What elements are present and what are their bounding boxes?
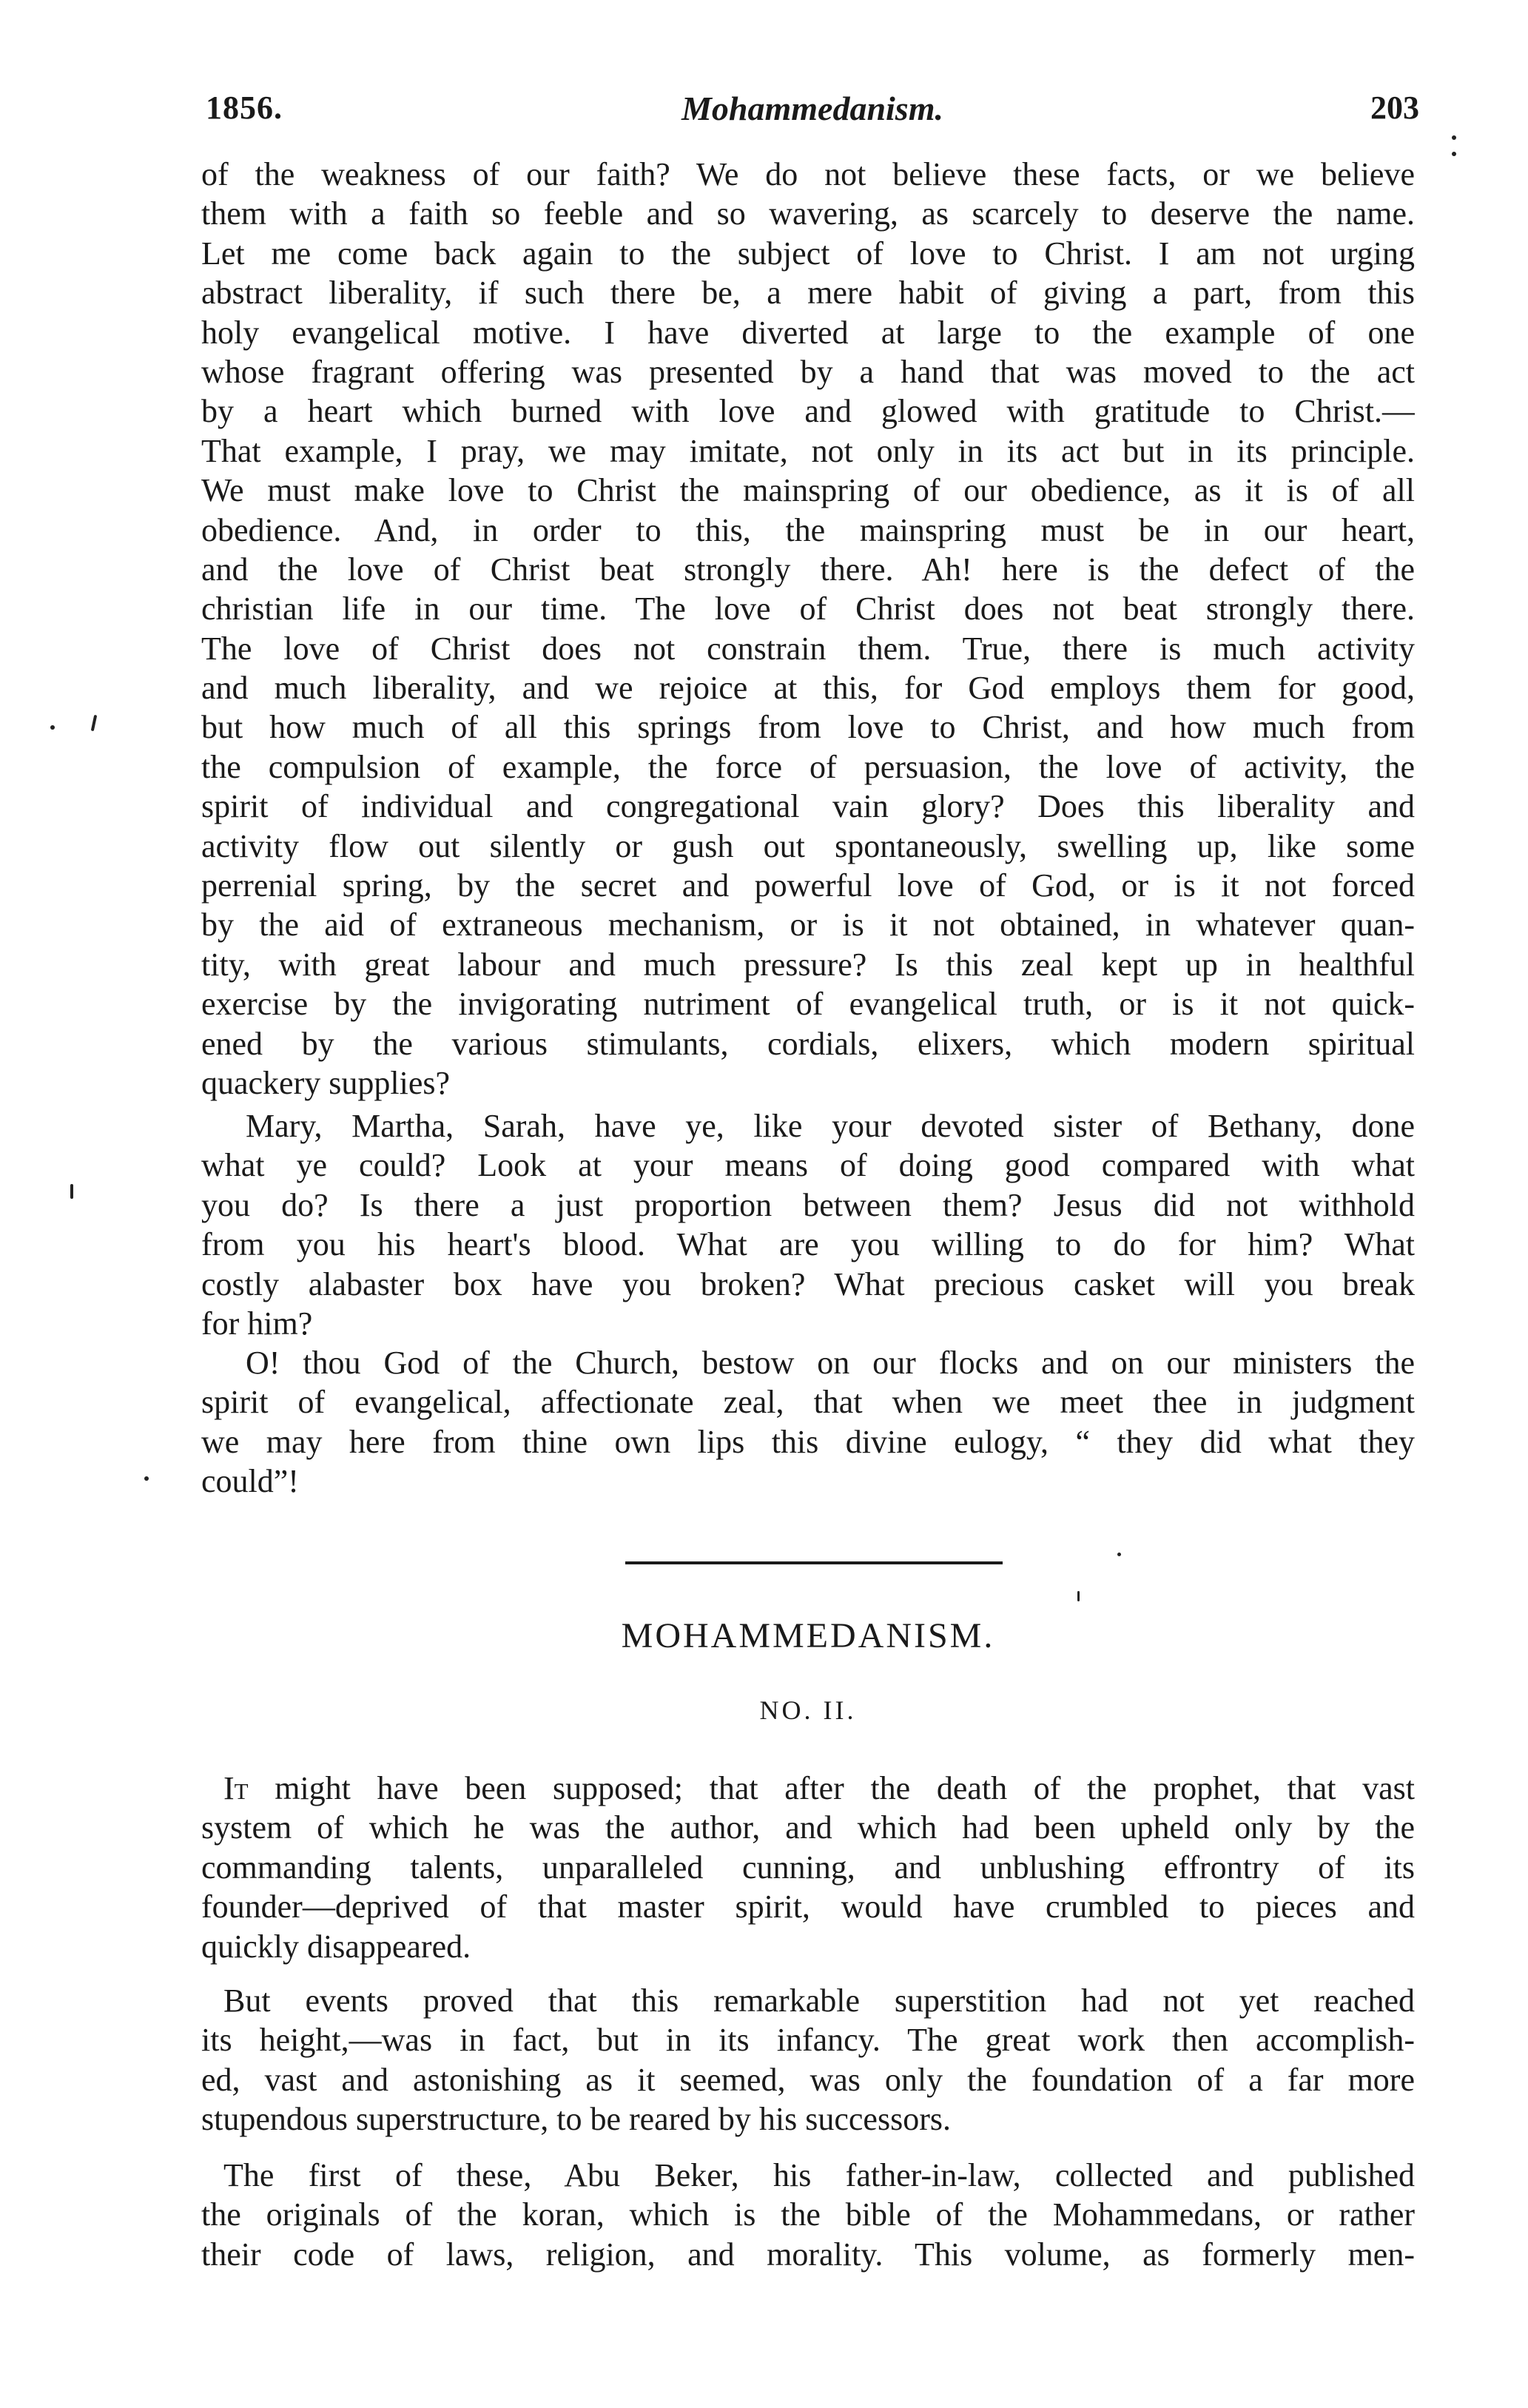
drop-lead-word: It [223, 1770, 249, 1806]
running-header [206, 89, 1419, 133]
text-line: Mary, Martha, Sarah, have ye, like your devoted sister of Bethany, done [246, 1108, 1415, 1144]
text-line: costly alabaster box have you broken? What precious casket will you break [201, 1265, 1415, 1302]
text-line: the originals of the koran, which is the bible of the Mohammedans, or rather [201, 2196, 1415, 2233]
text-line: Let me come back again to the subject of love to Christ. I am not urging [201, 235, 1415, 272]
text-line: obedience. And, in order to this, the mainspring must be in our heart, [201, 511, 1415, 548]
text-line: stupendous superstructure, to be reared by his successors. [201, 2101, 951, 2138]
text-line: from you his heart's blood. What are you willing to do for him? What [201, 1226, 1415, 1263]
text-line: commanding talents, unparalleled cunning, and unblushing effrontry of its [201, 1849, 1415, 1886]
article-paragraph-2 [201, 1981, 1415, 2139]
text-line: its height,—was in fact, but in its infancy. The great work then accomplish- [201, 2022, 1415, 2059]
text-line: We must make love to Christ the mainspring of our obedience, as it is of all [201, 472, 1415, 509]
article-paragraph-1 [201, 1769, 1415, 1966]
text-line: spirit of individual and congregational vain glory? Does this liberality and [201, 788, 1415, 825]
header-running-title: Mohammedanism. [681, 90, 943, 127]
text-line: abstract liberality, if such there be, a mere habit of giving a part, from this [201, 275, 1415, 312]
text-line: we may here from thine own lips this divine eulogy, “ they did what they [201, 1423, 1415, 1460]
text-line: of the weakness of our faith? We do not believe these facts, or we believe [201, 156, 1415, 192]
text-line: for him? [201, 1305, 313, 1342]
text-line: the compulsion of example, the force of persuasion, the love of activity, the [201, 748, 1415, 785]
text-line: you do? Is there a just proportion between them? Jesus did not withhold [201, 1186, 1415, 1223]
text-line: them with a faith so feeble and so wavering, as scarcely to deserve the name. [201, 195, 1415, 232]
scan-speck [1117, 1553, 1121, 1556]
text-line: The first of these, Abu Beker, his father-in-law, collected and published [223, 2157, 1415, 2193]
text-line: system of which he was the author, and which had been upheld only by the [201, 1809, 1415, 1846]
text-line: holy evangelical motive. I have diverted at large to the example of one [201, 314, 1415, 351]
text-line: O! thou God of the Church, bestow on our flocks and on our ministers the [246, 1345, 1415, 1381]
article-number: NO. II. [759, 1695, 857, 1725]
text-line: by the aid of extraneous mechanism, or is it not obtained, in whatever quan- [201, 907, 1415, 944]
text-line: tity, with great labour and much pressure? Is this zeal kept up in healthful [201, 946, 1415, 983]
header-year: 1856. [206, 90, 283, 126]
text-line: The love of Christ does not constrain them. True, there is much activity [201, 630, 1415, 667]
text-line: christian life in our time. The love of Christ does not beat strongly there. [201, 591, 1415, 628]
text-line [201, 1769, 1415, 1808]
text-line: ened by the various stimulants, cordials, elixers, which modern spiritual [201, 1025, 1415, 1062]
scan-speck [1452, 152, 1456, 156]
text-line: quackery supplies? [201, 1064, 450, 1101]
text-line: but how much of all this springs from love to Christ, and how much from [201, 709, 1415, 746]
section-divider [625, 1561, 1003, 1564]
text-line: founder—deprived of that master spirit, would have crumbled to pieces and [201, 1889, 1415, 1926]
article-paragraph-3 [201, 2156, 1415, 2274]
text-line: activity flow out silently or gush out spontaneously, swelling up, like some [201, 827, 1415, 864]
sermon-paragraph-2 [201, 1106, 1415, 1343]
margin-mark [70, 1184, 73, 1199]
scan-speck [1452, 135, 1456, 140]
text-line: and much liberality, and we rejoice at this, for God employs them for good, [201, 670, 1415, 707]
text-line: by a heart which burned with love and glowed with gratitude to Christ.— [201, 393, 1415, 430]
text-line: ed, vast and astonishing as it seemed, was only the foundation of a far more [201, 2061, 1415, 2098]
text-line: spirit of evangelical, affectionate zeal, that when we meet thee in judgment [201, 1384, 1415, 1421]
header-page-number: 203 [1370, 90, 1419, 126]
text-line: whose fragrant offering was presented by a hand that was moved to the act [201, 353, 1415, 390]
article-title: MOHAMMEDANISM. [621, 1616, 995, 1655]
sermon-paragraph-1 [201, 155, 1415, 1103]
margin-mark [91, 715, 97, 731]
text-line: But events proved that this remarkable superstition had not yet reached [223, 1982, 1415, 2019]
scan-speck [1077, 1591, 1080, 1601]
sermon-paragraph-3 [201, 1343, 1415, 1501]
text-line: That example, I pray, we may imitate, not only in its act but in its principle. [201, 432, 1415, 469]
text-line: could”! [201, 1463, 299, 1500]
scan-speck [144, 1476, 149, 1481]
text-line-rest: might have been supposed; that after the death of the prophet, that vast [248, 1770, 1415, 1806]
text-line: perrenial spring, by the secret and powerful love of God, or is it not forced [201, 867, 1415, 904]
scan-speck [50, 725, 55, 730]
text-line: what ye could? Look at your means of doing good compared with what [201, 1147, 1415, 1184]
text-line: and the love of Christ beat strongly there. Ah! here is the defect of the [201, 551, 1415, 588]
text-line: exercise by the invigorating nutriment of evangelical truth, or is it not quick- [201, 986, 1415, 1023]
text-line: their code of laws, religion, and morality. This volume, as formerly men- [201, 2236, 1415, 2273]
text-line: quickly disappeared. [201, 1928, 471, 1965]
